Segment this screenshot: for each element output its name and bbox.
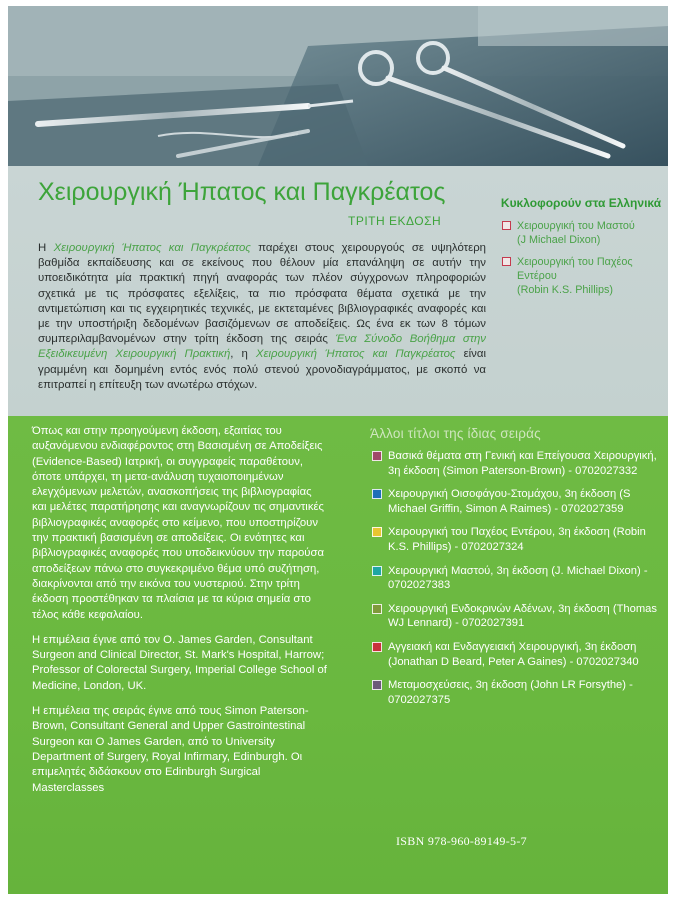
editor-paragraph: Η επιμέλεια έγινε από τον O. James Garden, Consultant Surgeon and Clinical Director, St. Mark's Hospital, Harrow; Professor of Colorectal Surgery, Imperial College School of Medicine, London, UK. [32, 633, 327, 692]
color-square-icon [372, 680, 382, 690]
series-title-text: Αγγειακή και Ενδαγγειακή Χειρουργική, 3η έκδοση (Jonathan D Beard, Peter A Gaines) - 0702027340 [388, 640, 639, 668]
upper-section [8, 166, 668, 416]
series-title-text: Χειρουργική του Παχέος Εντέρου, 3η έκδοση (Robin K.S. Phillips) - 0702027324 [388, 526, 646, 553]
available-in-greek [500, 196, 662, 297]
color-square-icon [372, 489, 382, 499]
edition-label: ΤΡΙΤΗ ΕΚΔΟΣΗ [348, 214, 442, 228]
description-paragraph: Όπως και στην προηγούμενη έκδοση, εξαιτίας του αυξανόμενου ενδιαφέροντος στη Βασισμένη σε Αποδείξεις (Evidence-Based) Ιατρική, οι συγγραφείς παραθέτουν, όποτε υπάρχει, τη μετα-ανάλυση τυχαιοποιημένων ελεγχόμενων μελετών, ανασκοπήσεις της βιβλιογραφίας και μελέτες παρατήρησης και αναγνωρίζουν τις σημαντικές βιβλιογραφικές αναφορές στο κείμενο, που υποστηρίζουν την πρακτική βασισμένη σε αποδείξεις. Οι ενότητες και βιβλιογραφικές αναφορές που υποδεικνύουν την παρούσα αποδείξεων πάνω στο συγκεκριμένο θέμα υπό συζήτηση, διακρίνονται από την εικόνα του νυστεριού. Στην τρίτη έκδοση προστέθηκαν τα πλαίσια με τα κύρια σημεία στο τέλος κάθε κεφαλαίου. [32, 425, 324, 621]
color-square-icon [372, 642, 382, 652]
description-column [32, 424, 328, 806]
series-title-item [370, 678, 660, 707]
series-title-item [370, 602, 660, 631]
color-square-icon [372, 527, 382, 537]
series-title-item [370, 487, 660, 516]
series-title-item [370, 525, 660, 554]
book-title-inline: Χειρουργική Ήπατος και Παγκρέατος [53, 242, 251, 254]
available-heading: Κυκλοφορούν στα Ελληνικά [500, 196, 662, 210]
intro-paragraph: Η Χειρουργική Ήπατος και Παγκρέατος παρέχει στους χειρουργούς σε υψηλότερη βαθμίδα εκπαίδευσης και σε εκείνους που θέλουν μία επανάληψη σε αυτήν την υποειδικότητα μία πρακτική πηγή αναφοράς των πλέον σύγχρονων πληροφοριών σχετικά με τις πρόσφατες εξελίξεις, τα πιο πρόσφατα θέματα σχετικά με την αντιμετώπιση και τις εγχειρητικές τεχνικές, με εκτεταμένες βιβλιογραφικές αναφορές και με την υποστήριξη δεδομένων βασιζόμενων σε αποδείξεις. Ως ένα εκ των 8 τόμων συμπεριλαμβανομένων στην τρίτη έκδοση της σειράς Ένα Σύνοδο Βοήθημα στην Εξειδικευμένη Χειρουργική Πρακτική, η Χειρουργική Ήπατος και Παγκρέατος είναι γραμμένη και δομημένη εντός ενός πολύ στενού χρονοδιαγράμματος, με σκοπό να επιτραπεί η επίτευξη των ανωτέρω στόχων. [38, 242, 487, 391]
series-title-text: Χειρουργική Οισοφάγου-Στομάχου, 3η έκδοση (S Michael Griffin, Simon A Raimes) - 0702027359 [388, 488, 631, 515]
color-square-icon [372, 451, 382, 461]
series-name-inline: Ένα Σύνοδο Βοήθημα στην Εξειδικευμένη Χειρουργική Πρακτική [38, 333, 486, 361]
checkbox-icon [502, 221, 511, 230]
other-titles-list [370, 426, 660, 716]
back-cover [8, 6, 668, 894]
series-title-item [370, 640, 660, 669]
color-square-icon [372, 604, 382, 614]
book-title-inline-2: Χειρουργική Ήπατος και Παγκρέατος [255, 348, 456, 361]
series-editors-paragraph: Η επιμέλεια της σειράς έγινε από τους Simon Paterson-Brown, Consultant General and Upper Gastrointestinal Surgeon και O James Garden, από το University Department of Surgery, Royal Infirmary, Edinburgh. Οι επιμελητές διδάσκουν στο Edinburgh Surgical Masterclasses [32, 705, 309, 794]
series-title-text: Μεταμοσχεύσεις, 3η έκδοση (John LR Forsythe) - 0702027375 [388, 679, 633, 706]
series-title-text: Βασικά θέματα στη Γενική και Επείγουσα Χειρουργική, 3η έκδοση (Simon Paterson-Brown) - 0702027332 [388, 450, 657, 477]
checkbox-icon [502, 257, 511, 266]
isbn: ISBN 978-960-89149-5-7 [396, 834, 527, 848]
series-title-item [370, 449, 660, 478]
series-title-text: Χειρουργική Μαστού, 3η έκδοση (J. Michael Dixon) - 0702027383 [388, 564, 648, 592]
surgical-instruments-photo [8, 6, 668, 166]
available-item: Χειρουργική του Μαστού (J Michael Dixon) [500, 219, 662, 247]
series-title-text: Χειρουργική Ενδοκρινών Αδένων, 3η έκδοση (Thomas WJ Lennard) - 0702027391 [388, 602, 658, 630]
series-title-item [370, 564, 660, 593]
color-square-icon [372, 566, 382, 576]
available-item: Χειρουργική του Παχέος Εντέρου (Robin K.S. Phillips) [500, 255, 662, 297]
other-titles-heading: Άλλοι τίτλοι της ίδιας σειράς [370, 426, 541, 441]
book-title: Χειρουργική Ήπατος και Παγκρέατος [38, 178, 446, 206]
lower-section [8, 416, 668, 894]
